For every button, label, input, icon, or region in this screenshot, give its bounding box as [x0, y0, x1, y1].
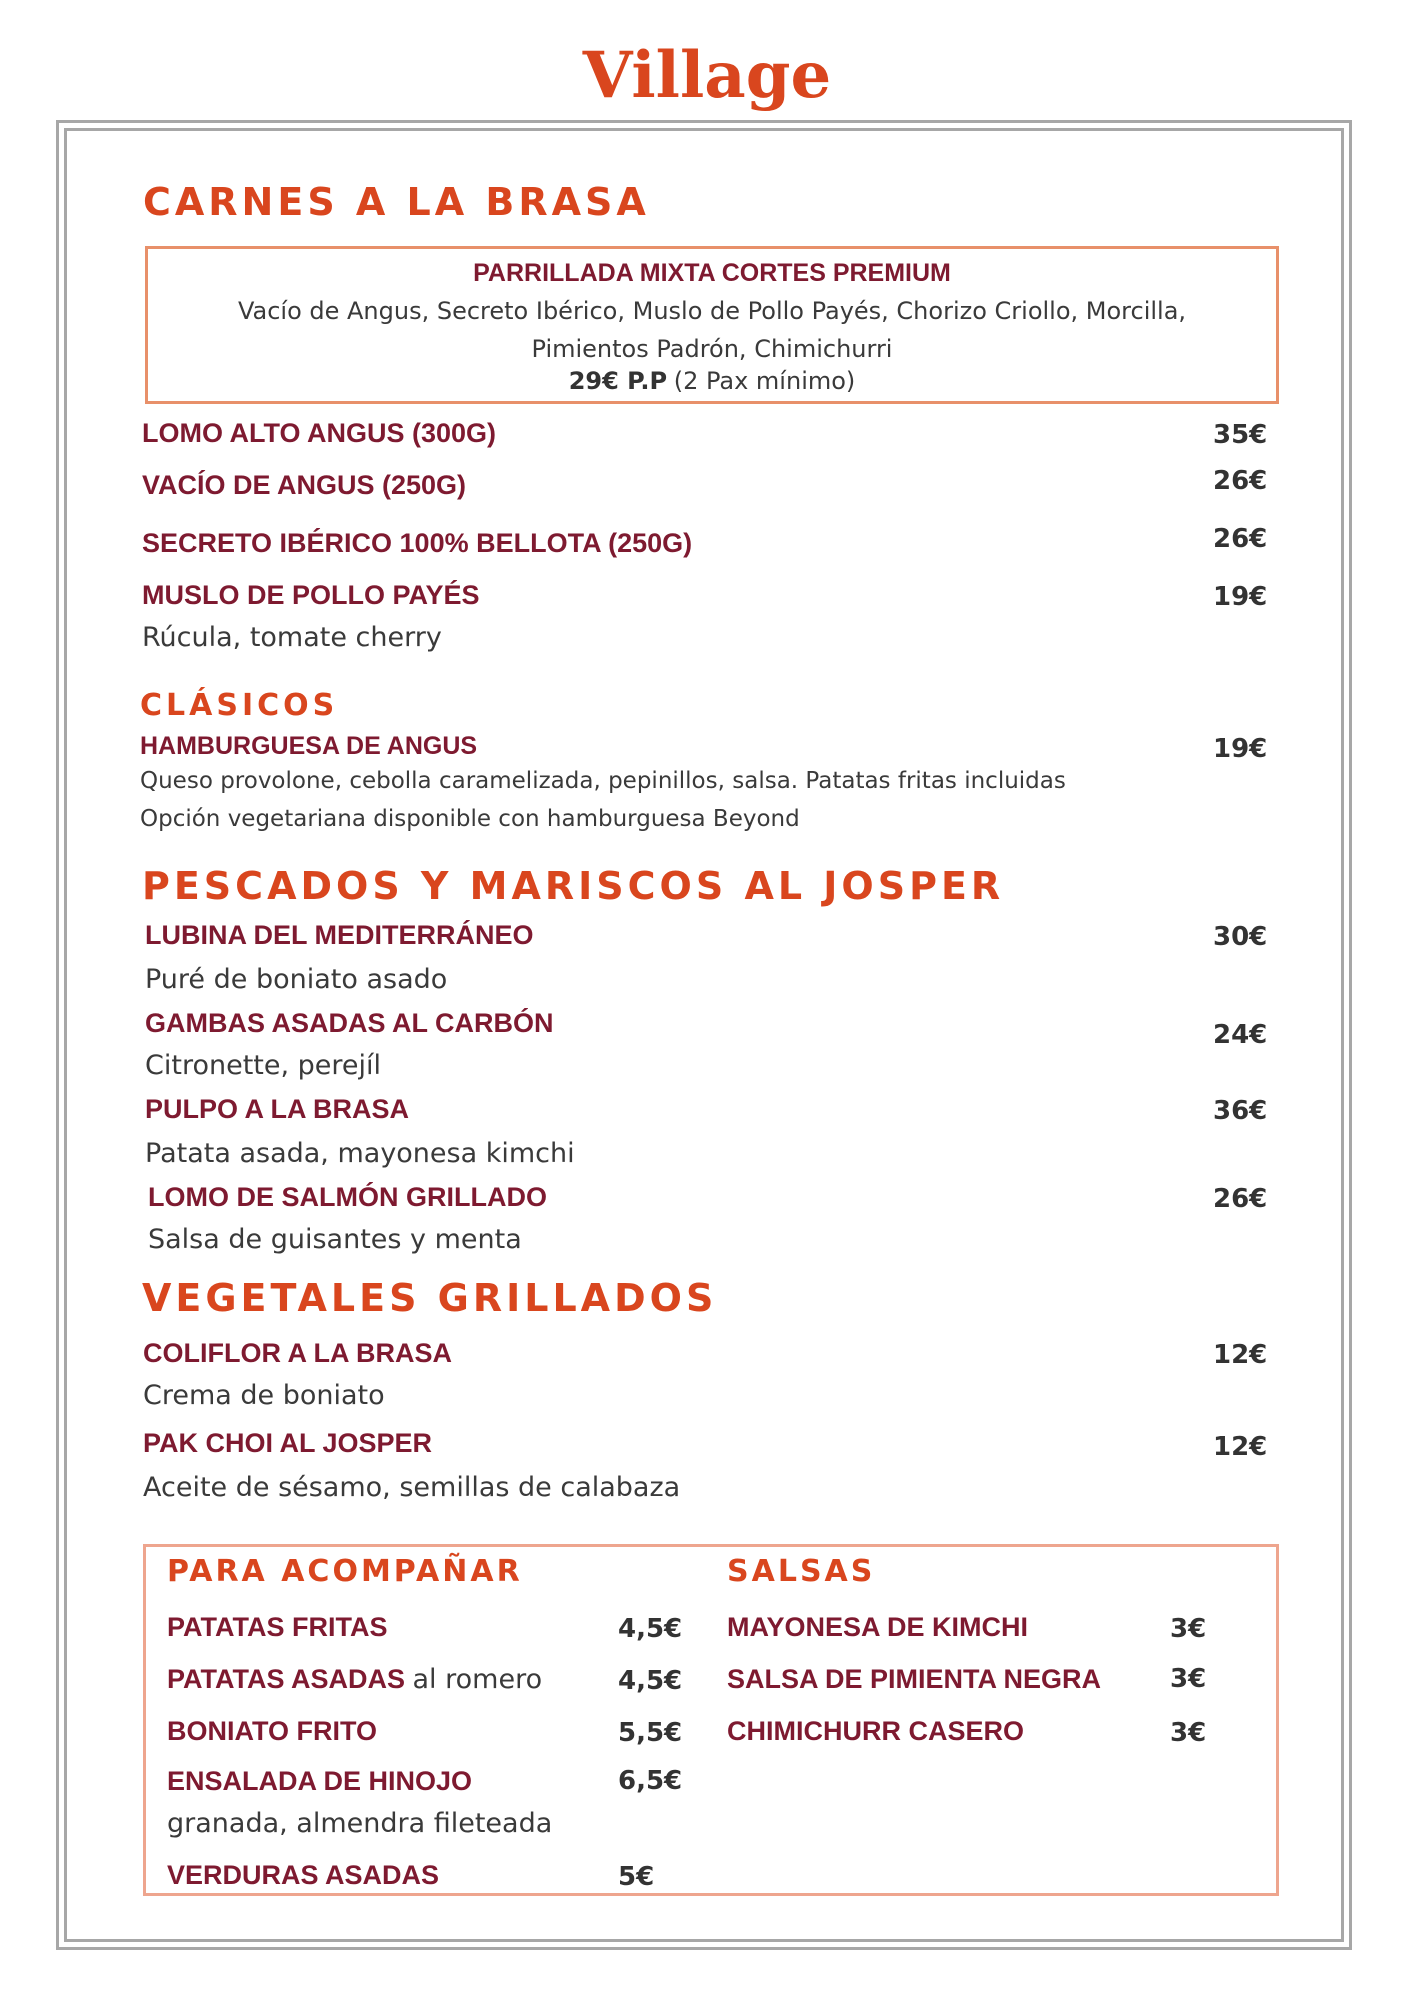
side-item-price: 4,5€	[618, 1666, 683, 1696]
side-item-name: BONIATO FRITO	[167, 1716, 378, 1746]
section-title-salsas: SALSAS	[727, 1554, 876, 1589]
sauce-item-name: CHIMICHURR CASERO	[727, 1716, 1024, 1746]
menu-item-name: SECRETO IBÉRICO 100% BELLOTA (250G)	[142, 528, 693, 558]
menu-item-desc: Patata asada, mayonesa kimchi	[145, 1138, 575, 1169]
side-item-price: 5,5€	[618, 1718, 683, 1748]
parrillada-desc-line1: Vacío de Angus, Secreto Ibérico, Muslo de Pollo Payés, Chorizo Criollo, Morcilla,	[237, 297, 1187, 325]
menu-item-desc: Crema de boniato	[143, 1380, 385, 1411]
restaurant-logo: Village	[582, 38, 832, 113]
menu-item-desc: Rúcula, tomate cherry	[142, 622, 442, 653]
section-title-pescados: PESCADOS Y MARISCOS AL JOSPER	[142, 864, 1005, 908]
section-title-acompanar: PARA ACOMPAÑAR	[167, 1554, 523, 1589]
section-title-vegetales: VEGETALES GRILLADOS	[142, 1276, 718, 1320]
side-item-name: ENSALADA DE HINOJO	[167, 1766, 473, 1796]
menu-item-price: 35€	[1213, 420, 1268, 450]
sauce-item-name: MAYONESA DE KIMCHI	[727, 1612, 1029, 1642]
sauce-item-name: SALSA DE PIMIENTA NEGRA	[727, 1664, 1102, 1694]
parrillada-name: PARRILLADA MIXTA CORTES PREMIUM	[473, 259, 951, 287]
menu-item-price: 26€	[1213, 466, 1268, 496]
menu-item-price: 24€	[1213, 1020, 1268, 1050]
parrillada-note: (2 Pax mínimo)	[673, 367, 856, 395]
menu-item-price: 30€	[1213, 922, 1268, 952]
parrillada-box	[145, 246, 1279, 404]
menu-item-name: PAK CHOI AL JOSPER	[143, 1428, 433, 1458]
side-item-name: PATATAS FRITAS	[167, 1612, 388, 1642]
menu-item-name: COLIFLOR A LA BRASA	[143, 1338, 452, 1368]
menu-item-desc: Queso provolone, cebolla caramelizada, pepinillos, salsa. Patatas fritas incluidas	[140, 768, 1066, 794]
menu-item-price: 36€	[1213, 1096, 1268, 1126]
menu-item-desc: Opción vegetariana disponible con hamburguesa Beyond	[140, 806, 800, 832]
menu-item-price: 19€	[1213, 582, 1268, 612]
parrillada-desc-line2: Pimientos Padrón, Chimichurri	[531, 335, 893, 363]
side-item-price: 6,5€	[618, 1766, 683, 1796]
section-title-clasicos: CLÁSICOS	[140, 688, 339, 723]
menu-item-desc: Citronette, perejíl	[145, 1050, 382, 1081]
menu-item-desc: Salsa de guisantes y menta	[148, 1224, 522, 1255]
menu-item-price: 26€	[1213, 1184, 1268, 1214]
menu-item-desc: Aceite de sésamo, semillas de calabaza	[143, 1472, 681, 1503]
side-item-price: 4,5€	[618, 1614, 683, 1644]
side-item-name: PATATAS ASADAS	[167, 1664, 405, 1694]
sauce-item-price: 3€	[1170, 1664, 1207, 1694]
sauce-item-price: 3€	[1170, 1614, 1207, 1644]
menu-item-name: PULPO A LA BRASA	[145, 1094, 410, 1124]
side-item-line	[167, 1664, 542, 1695]
side-item-suffix: al romero	[412, 1664, 543, 1695]
menu-item-name: HAMBURGUESA DE ANGUS	[140, 732, 478, 760]
menu-item-price: 19€	[1213, 734, 1268, 764]
menu-item-name: LOMO DE SALMÓN GRILLADO	[148, 1182, 547, 1212]
menu-item-name: LOMO ALTO ANGUS (300G)	[142, 418, 497, 448]
menu-item-name: MUSLO DE POLLO PAYÉS	[142, 580, 480, 610]
menu-item-price: 12€	[1213, 1432, 1268, 1462]
side-item-desc: granada, almendra fileteada	[167, 1808, 553, 1839]
sauce-item-price: 3€	[1170, 1718, 1207, 1748]
side-item-name: VERDURAS ASADAS	[167, 1860, 440, 1890]
menu-item-desc: Puré de boniato asado	[145, 964, 448, 995]
menu-item-price: 26€	[1213, 524, 1268, 554]
menu-item-name: GAMBAS ASADAS AL CARBÓN	[145, 1008, 554, 1038]
parrillada-price: 29€ P.P	[568, 367, 668, 395]
menu-item-name: LUBINA DEL MEDITERRÁNEO	[145, 920, 534, 950]
side-item-price: 5€	[618, 1862, 655, 1892]
parrillada-price-line	[148, 367, 1276, 396]
section-title-carnes: CARNES A LA BRASA	[143, 180, 650, 224]
menu-item-price: 12€	[1213, 1340, 1268, 1370]
menu-item-name: VACÍO DE ANGUS (250G)	[142, 470, 467, 500]
